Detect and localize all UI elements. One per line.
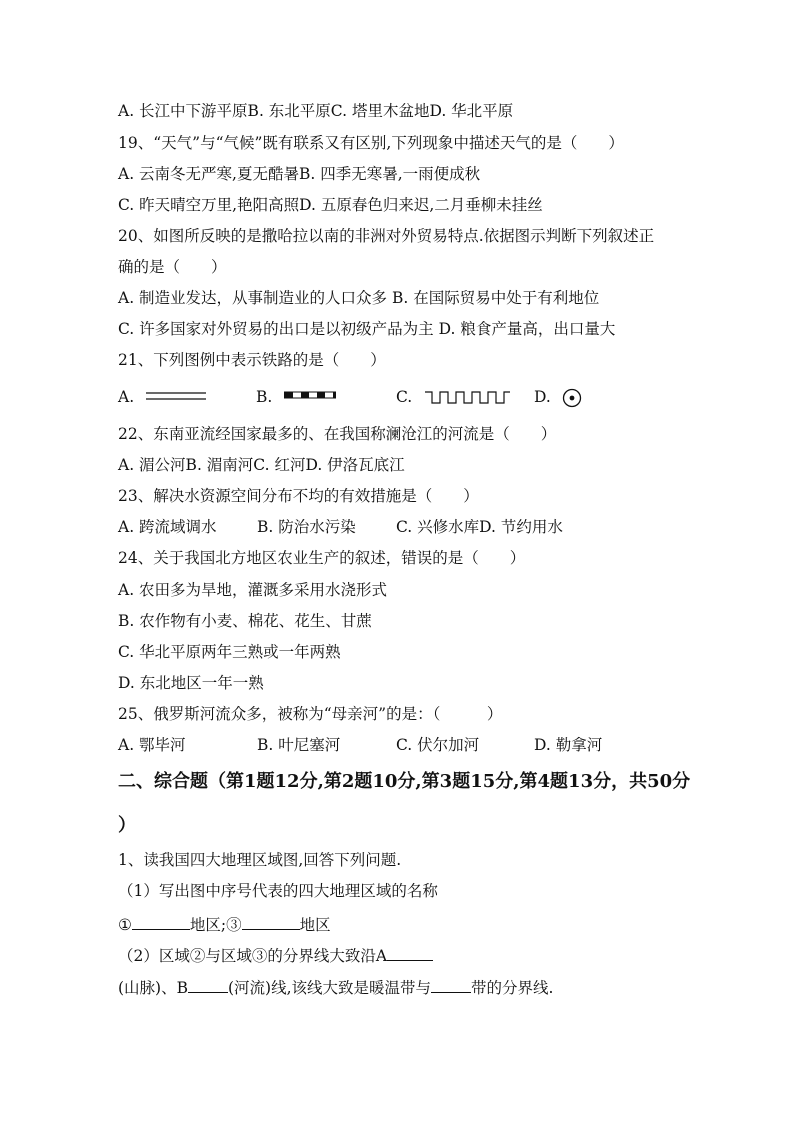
region-suffix: 地区 — [299, 916, 331, 934]
question-25: 25、俄罗斯河流众多，被称为“母亲河”的是：（ ） — [118, 705, 503, 723]
q21-option-d-label: D. — [534, 388, 551, 406]
q23-option-cd: C. 兴修水库D. 节约用水 — [396, 518, 563, 536]
part1-question: 1、读我国四大地理区域图,回答下列问题. — [118, 851, 402, 869]
mountain-blank[interactable] — [387, 944, 433, 961]
section-2-title: 二、综合题（第1题12分,第2题10分,第3题15分,第4题13分，共50分 — [118, 771, 691, 792]
region-3-label: 地区;③ — [189, 916, 242, 934]
q18-options: A. 长江中下游平原B. 东北平原C. 塔里木盆地D. 华北平原 — [118, 102, 514, 120]
q20-options-ab: A. 制造业发达，从事制造业的人口众多 B. 在国际贸易中处于有利地位 — [118, 289, 600, 307]
question-23: 23、解决水资源空间分布不均的有效措施是（ ） — [118, 487, 479, 505]
q25-option-b: B. 叶尼塞河 — [257, 736, 341, 754]
section-2-title-close: ） — [118, 815, 136, 836]
part1-subquestion-1: （1）写出图中序号代表的四大地理区域的名称 — [118, 882, 438, 900]
q21-option-b-label: B. — [256, 388, 273, 406]
region-1-label: ① — [118, 916, 132, 934]
question-20-line2: 确的是（ ） — [118, 258, 227, 276]
part1-subquestion-2 — [118, 944, 433, 966]
railway-legend-icon — [284, 391, 338, 401]
mountain-label: (山脉)、B — [118, 979, 188, 997]
region-3-blank[interactable] — [242, 913, 300, 930]
q25-option-d: D. 勒拿河 — [534, 736, 603, 754]
q25-option-c: C. 伏尔加河 — [396, 736, 480, 754]
part1-fill-line-1 — [118, 913, 331, 935]
question-24: 24、关于我国北方地区农业生产的叙述，错误的是（ ） — [118, 549, 526, 567]
question-20-line1: 20、如图所反映的是撒哈拉以南的非洲对外贸易特点.依据图示判断下列叙述正 — [118, 227, 655, 245]
river-label: (河流)线,该线大致是暖温带与 — [228, 979, 432, 997]
question-19: 19、“天气”与“气候”既有联系又有区别,下列现象中描述天气的是（ ） — [118, 134, 624, 152]
q19-options-cd: C. 昨天晴空万里,艳阳高照D. 五原春色归来迟,二月垂柳未挂丝 — [118, 196, 543, 214]
q23-option-b: B. 防治水污染 — [257, 518, 356, 536]
capital-city-legend-icon — [561, 387, 583, 409]
q21-option-c-label: C. — [396, 388, 413, 406]
question-21: 21、下列图例中表示铁路的是（ ） — [118, 351, 386, 369]
climate-zone-blank[interactable] — [431, 976, 471, 993]
q23-option-a: A. 跨流域调水 — [118, 518, 217, 536]
double-line-legend-icon — [146, 389, 208, 403]
wall-boundary-legend-icon — [424, 389, 512, 405]
q21-option-a-label: A. — [118, 388, 135, 406]
q19-options-ab: A. 云南冬无严寒,夏无酷暑B. 四季无寒暑,一雨便成秋 — [118, 165, 481, 183]
q24-option-a: A. 农田多为旱地，灌溉多采用水浇形式 — [118, 581, 388, 599]
river-blank[interactable] — [188, 976, 228, 993]
q25-option-a: A. 鄂毕河 — [118, 736, 186, 754]
q24-option-c: C. 华北平原两年三熟或一年两熟 — [118, 643, 341, 661]
boundary-prompt: （2）区域②与区域③的分界线大致沿A — [118, 947, 388, 965]
question-22: 22、东南亚流经国家最多的、在我国称澜沧江的河流是（ ） — [118, 425, 557, 443]
q22-options: A. 湄公河B. 湄南河C. 红河D. 伊洛瓦底江 — [118, 456, 405, 474]
part1-fill-line-2 — [118, 976, 553, 998]
q24-option-b: B. 农作物有小麦、棉花、花生、甘蔗 — [118, 612, 372, 630]
q20-options-cd: C. 许多国家对外贸易的出口是以初级产品为主 D. 粮食产量高，出口量大 — [118, 320, 616, 338]
q24-option-d: D. 东北地区一年一熟 — [118, 674, 264, 692]
boundary-suffix: 带的分界线. — [471, 979, 554, 997]
region-1-blank[interactable] — [132, 913, 190, 930]
